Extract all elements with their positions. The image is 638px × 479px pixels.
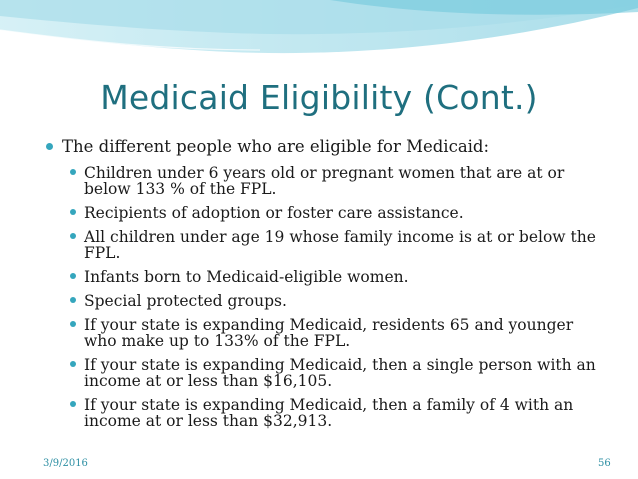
list-item-text: Children under 6 years old or pregnant women that are at or below 133 % of the FPL. <box>84 164 565 198</box>
slide-title: Medicaid Eligibility (Cont.) <box>100 78 538 117</box>
list-item-text: Recipients of adoption or foster care assistance. <box>84 204 464 222</box>
list-item-text: All children under age 19 whose family income is at or below the FPL. <box>84 228 596 262</box>
footer-date: 3/9/2016 <box>43 458 88 469</box>
list-item <box>46 229 606 261</box>
bullet-dot-icon <box>70 209 76 215</box>
slide-body <box>46 137 606 437</box>
list-item <box>46 397 606 429</box>
list-item <box>46 293 606 309</box>
bullet-dot-icon <box>70 401 76 407</box>
list-item-text: If your state is expanding Medicaid, residents 65 and younger who make up to 133% of the FPL. <box>84 316 574 350</box>
bullet-dot-icon <box>70 273 76 279</box>
bullet-dot-icon <box>70 169 76 175</box>
list-item-text: If your state is expanding Medicaid, then a single person with an income at or less than $16,105. <box>84 356 596 390</box>
bullet-dot-icon <box>70 233 76 239</box>
list-item <box>46 205 606 221</box>
list-item <box>46 317 606 349</box>
eligibility-list <box>46 165 606 429</box>
list-item <box>46 269 606 285</box>
list-item <box>46 165 606 197</box>
page-number: 56 <box>598 458 611 469</box>
intro-bullet <box>46 137 606 157</box>
list-item-text: If your state is expanding Medicaid, then a family of 4 with an income at or less than $32,913. <box>84 396 574 430</box>
list-item-text: Infants born to Medicaid-eligible women. <box>84 268 409 286</box>
bullet-dot-icon <box>46 143 53 150</box>
list-item <box>46 357 606 389</box>
list-item-text: Special protected groups. <box>84 292 287 310</box>
intro-text: The different people who are eligible for Medicaid: <box>62 137 490 156</box>
bullet-dot-icon <box>70 361 76 367</box>
bullet-dot-icon <box>70 321 76 327</box>
bullet-dot-icon <box>70 297 76 303</box>
header-wave-decoration <box>0 0 638 60</box>
